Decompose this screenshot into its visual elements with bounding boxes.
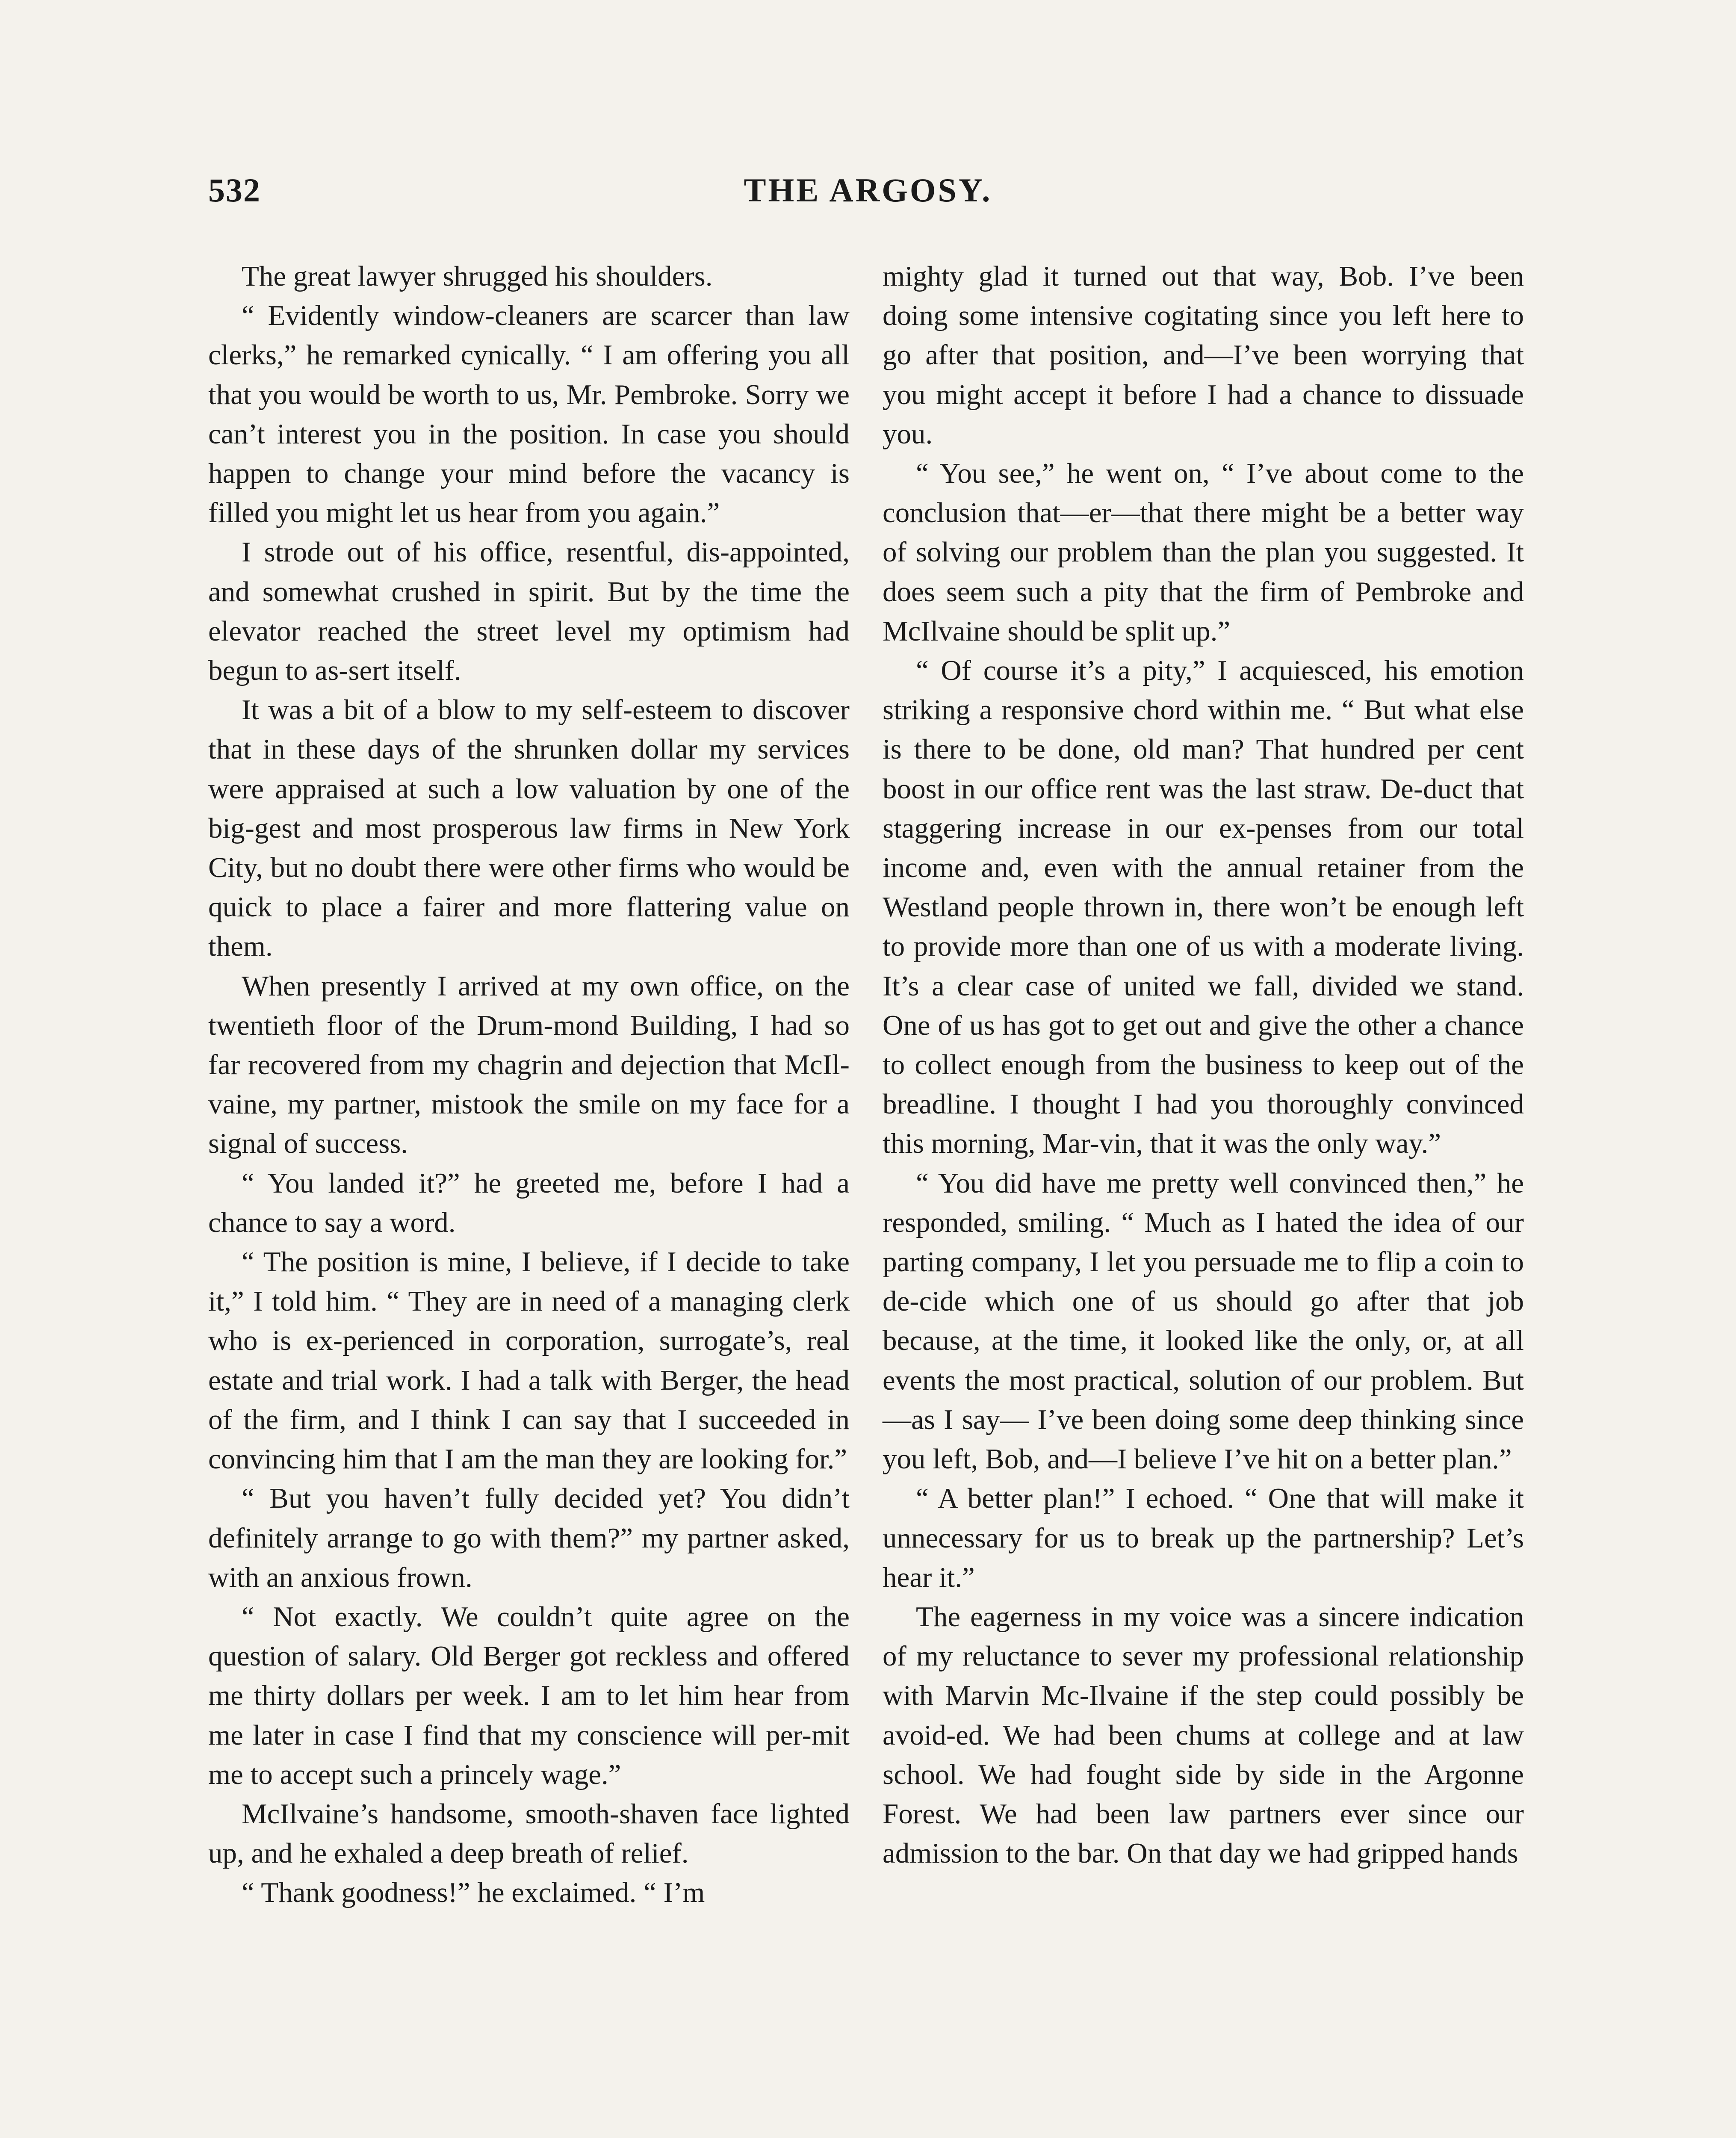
page-number: 532	[208, 171, 261, 209]
paragraph: “ You landed it?” he greeted me, before I had a chance to say a word.	[208, 1167, 850, 1238]
paragraph: “ You see,” he went on, “ I’ve about come to the conclusion that—er—that there might be a better way of solving our problem than the plan you suggested. It does seem such a pity that the firm of Pembroke and McIlvaine should be split up.”	[883, 458, 1524, 647]
page-header	[0, 171, 1736, 222]
left-column	[208, 257, 850, 2138]
paragraph: The great lawyer shrugged his shoulders.	[242, 260, 713, 292]
paragraph: McIlvaine’s handsome, smooth-shaven face lighted up, and he exhaled a deep breath of relief.	[208, 1798, 850, 1869]
paragraph: “ Thank goodness!” he exclaimed. “ I’m	[242, 1877, 705, 1909]
paragraph: “ A better plan!” I echoed. “ One that will make it unnecessary for us to break up the partnership? Let’s hear it.”	[883, 1482, 1524, 1593]
paragraph: “ Not exactly. We couldn’t quite agree on the question of salary. Old Berger got reckless and offered me thirty dollars per week. I am to let him hear from me later in case I find that my conscience will per-mit me to accept such a princely wage.”	[208, 1601, 850, 1790]
paragraph: It was a bit of a blow to my self-esteem to discover that in these days of the shrunken dollar my services were appraised at such a low valuation by one of the big-gest and most prosperous law firms in New York City, but no doubt there were other firms who would be quick to place a fairer and more flattering value on them.	[208, 694, 850, 963]
paragraph: When presently I arrived at my own office, on the twentieth floor of the Drum-mond Building, I had so far recovered from my chagrin and dejection that McIl-vaine, my partner, mistook the smile on my face for a signal of success.	[208, 970, 850, 1160]
paragraph: “ But you haven’t fully decided yet? You didn’t definitely arrange to go with them?” my partner asked, with an anxious frown.	[208, 1482, 850, 1593]
paragraph: I strode out of his office, resentful, dis-appointed, and somewhat crushed in spirit. But by the time the elevator reached the street level my optimism had begun to as-sert itself.	[208, 536, 850, 687]
paragraph: mighty glad it turned out that way, Bob. I’ve been doing some intensive cogitating since you left here to go after that position, and—I’ve been worrying that you might accept it before I had a chance to dissuade you.	[883, 260, 1524, 450]
running-title: THE ARGOSY.	[744, 171, 992, 209]
paragraph: “ The position is mine, I believe, if I decide to take it,” I told him. “ They are in need of a managing clerk who is ex-perienced in corporation, surrogate’s, real estate and trial work. I had a talk with Berger, the head of the firm, and I think I can say that I succeeded in convincing him that I am the man they are looking for.”	[208, 1246, 850, 1475]
paragraph: “ You did have me pretty well convinced then,” he responded, smiling. “ Much as I hated the idea of our parting company, I let you persuade me to flip a coin to de-cide which one of us should go after that job because, at the time, it looked like the only, or, at all events the most practical, solution of our problem. But—as I say— I’ve been doing some deep thinking since you left, Bob, and—I believe I’ve hit on a better plan.”	[883, 1167, 1524, 1475]
paragraph: “ Of course it’s a pity,” I acquiesced, his emotion striking a responsive chord within me. “ But what else is there to be done, old man? That hundred per cent boost in our office rent was the last straw. De-duct that staggering increase in our ex-penses from our total income and, even with the annual retainer from the Westland people thrown in, there won’t be enough left to provide more than one of us with a moderate living. It’s a clear case of united we fall, divided we stand. One of us has got to get out and give the other a chance to collect enough from the business to keep out of the breadline. I thought I had you thoroughly convinced this morning, Mar-vin, that it was the only way.”	[883, 655, 1524, 1160]
paragraph: The eagerness in my voice was a sincere indication of my reluctance to sever my professional relationship with Marvin Mc-Ilvaine if the step could possibly be avoid-ed. We had been chums at college and at law school. We had fought side by side in the Argonne Forest. We had been law partners ever since our admission to the bar. On that day we had gripped hands	[883, 1601, 1524, 1869]
paragraph: “ Evidently window-cleaners are scarcer than law clerks,” he remarked cynically. “ I am offering you all that you would be worth to us, Mr. Pembroke. Sorry we can’t interest you in the position. In case you should happen to change your mind before the vacancy is filled you might let us hear from you again.”	[208, 300, 850, 529]
right-column	[883, 257, 1524, 2138]
